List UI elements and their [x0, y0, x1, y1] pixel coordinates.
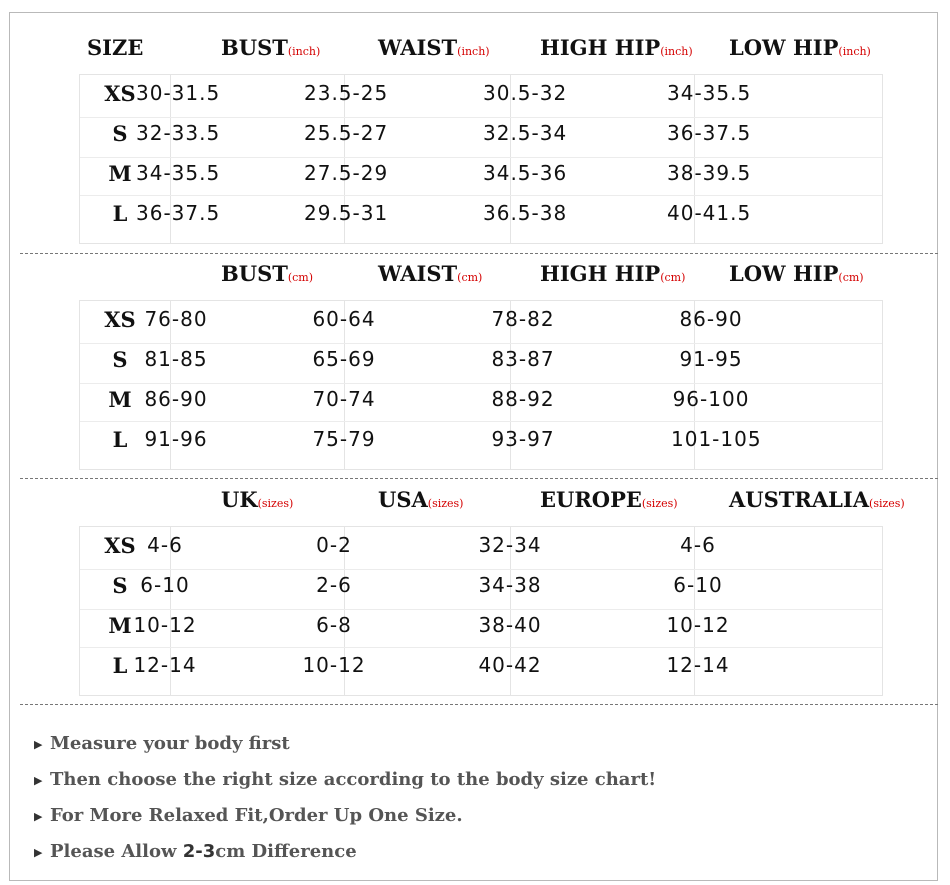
size-label: L — [112, 201, 128, 226]
size-label: S — [112, 573, 128, 598]
table-cell: 34.5-36 — [483, 161, 568, 185]
table-cell: 75-79 — [312, 427, 376, 451]
note-item — [34, 769, 656, 790]
arrow-bullet-icon: ▶ — [34, 737, 43, 751]
size-label: XS — [104, 533, 136, 558]
table-cell: 36-37.5 — [136, 201, 221, 225]
column-header-unit: (inch) — [660, 45, 693, 58]
table-row — [80, 533, 882, 573]
table-cell: 10-12 — [133, 613, 197, 637]
table-cell: 32-34 — [478, 533, 542, 557]
note-text: Then choose the right size according to the body size chart! — [50, 769, 657, 790]
table-cell: 34-38 — [478, 573, 542, 597]
size-label: XS — [104, 81, 136, 106]
column-header — [378, 489, 463, 510]
table-cell: 10-12 — [666, 613, 730, 637]
table-cell: 0-2 — [316, 533, 352, 557]
column-header — [221, 489, 293, 510]
note-item — [34, 733, 290, 754]
table-row — [80, 387, 882, 427]
column-header-unit: (cm) — [838, 271, 864, 284]
table-cell: 23.5-25 — [304, 81, 389, 105]
size-label: S — [112, 347, 128, 372]
column-header-unit: (inch) — [838, 45, 871, 58]
column-header-label: HIGH HIP — [540, 35, 661, 60]
section-separator — [20, 478, 938, 479]
table-cell: 96-100 — [672, 387, 750, 411]
arrow-bullet-icon: ▶ — [34, 809, 43, 823]
column-header-unit: (sizes) — [641, 497, 678, 510]
column-header-unit: (inch) — [457, 45, 490, 58]
table-cell: 78-82 — [491, 307, 555, 331]
column-header — [221, 37, 320, 58]
table-cell: 2-6 — [316, 573, 352, 597]
column-header-label: WAIST — [378, 35, 458, 60]
table-cell: 76-80 — [144, 307, 208, 331]
table-cell: 25.5-27 — [304, 121, 389, 145]
size-label: L — [112, 653, 128, 678]
table-row — [80, 201, 882, 241]
column-header-unit: (cm) — [287, 271, 314, 284]
table-cell: 70-74 — [312, 387, 376, 411]
table-row — [80, 81, 882, 121]
arrow-bullet-icon: ▶ — [34, 845, 43, 859]
size-label: M — [108, 387, 132, 412]
column-header-unit: (cm) — [457, 271, 483, 284]
table-cell: 29.5-31 — [304, 201, 389, 225]
size-table — [79, 74, 883, 244]
table-row — [80, 121, 882, 161]
note-text: Measure your body first — [50, 733, 290, 754]
column-header-label: BUST — [221, 261, 288, 286]
table-row — [80, 307, 882, 347]
column-header-unit: (sizes) — [869, 497, 905, 510]
column-header-label: WAIST — [378, 261, 458, 286]
column-header — [378, 263, 482, 284]
column-header-label: UK — [221, 487, 258, 512]
size-label: L — [112, 427, 128, 452]
table-cell: 4-6 — [147, 533, 183, 557]
column-header — [729, 263, 864, 284]
table-cell: 34-35.5 — [136, 161, 221, 185]
table-row — [80, 347, 882, 387]
column-header — [729, 37, 871, 58]
column-header-label: AUSTRALIA — [729, 487, 870, 512]
table-cell: 38-40 — [478, 613, 542, 637]
table-cell: 32.5-34 — [483, 121, 568, 145]
table-cell: 86-90 — [679, 307, 743, 331]
table-cell: 101-105 — [671, 427, 762, 451]
note-item — [34, 805, 463, 826]
table-cell: 36-37.5 — [667, 121, 752, 145]
column-header — [729, 489, 905, 510]
size-table — [79, 526, 883, 696]
table-cell: 93-97 — [491, 427, 555, 451]
column-header — [221, 263, 313, 284]
table-row — [80, 573, 882, 613]
column-header-unit: (sizes) — [427, 497, 464, 510]
table-cell: 12-14 — [133, 653, 197, 677]
table-cell: 60-64 — [312, 307, 376, 331]
table-cell: 86-90 — [144, 387, 208, 411]
column-header-label: BUST — [221, 35, 288, 60]
column-header-unit: (sizes) — [257, 497, 294, 510]
table-cell: 4-6 — [680, 533, 716, 557]
table-cell: 40-42 — [478, 653, 542, 677]
table-cell: 38-39.5 — [667, 161, 752, 185]
table-cell: 83-87 — [491, 347, 555, 371]
table-cell: 81-85 — [144, 347, 208, 371]
size-label: M — [108, 613, 132, 638]
note-text-suffix: cm Difference — [215, 841, 357, 862]
note-item — [34, 841, 357, 862]
section-separator — [20, 253, 938, 254]
table-cell: 34-35.5 — [667, 81, 752, 105]
size-label: XS — [104, 307, 136, 332]
table-cell: 6-10 — [140, 573, 190, 597]
table-cell: 91-95 — [679, 347, 743, 371]
table-row — [80, 161, 882, 201]
arrow-bullet-icon: ▶ — [34, 773, 43, 787]
column-header-label: LOW HIP — [729, 261, 839, 286]
column-header-unit: (inch) — [287, 45, 321, 58]
size-column-header: SIZE — [87, 35, 144, 60]
table-cell: 36.5-38 — [483, 201, 568, 225]
table-cell: 27.5-29 — [304, 161, 389, 185]
table-cell: 6-10 — [673, 573, 723, 597]
size-label: M — [108, 161, 132, 186]
table-cell: 40-41.5 — [667, 201, 752, 225]
table-cell: 88-92 — [491, 387, 555, 411]
column-header-unit: (cm) — [660, 271, 686, 284]
table-cell: 12-14 — [666, 653, 730, 677]
note-text: Please Allow — [50, 841, 183, 862]
table-cell: 30.5-32 — [483, 81, 568, 105]
column-header — [540, 489, 678, 510]
table-cell: 65-69 — [312, 347, 376, 371]
table-cell: 30-31.5 — [136, 81, 221, 105]
section-separator — [20, 704, 938, 705]
table-cell: 91-96 — [144, 427, 208, 451]
size-label: S — [112, 121, 128, 146]
column-header — [540, 263, 685, 284]
note-text: For More Relaxed Fit,Order Up One Size. — [50, 805, 463, 826]
size-table — [79, 300, 883, 470]
table-row — [80, 613, 882, 653]
column-header-label: HIGH HIP — [540, 261, 661, 286]
table-row — [80, 653, 882, 693]
column-header — [378, 37, 490, 58]
table-cell: 10-12 — [302, 653, 366, 677]
table-cell: 32-33.5 — [136, 121, 221, 145]
table-row — [80, 427, 882, 467]
column-header-label: USA — [378, 487, 428, 512]
note-number: 2-3 — [182, 841, 216, 862]
column-header-label: EUROPE — [540, 487, 642, 512]
column-header — [540, 37, 693, 58]
table-cell: 6-8 — [316, 613, 352, 637]
column-header-label: LOW HIP — [729, 35, 839, 60]
